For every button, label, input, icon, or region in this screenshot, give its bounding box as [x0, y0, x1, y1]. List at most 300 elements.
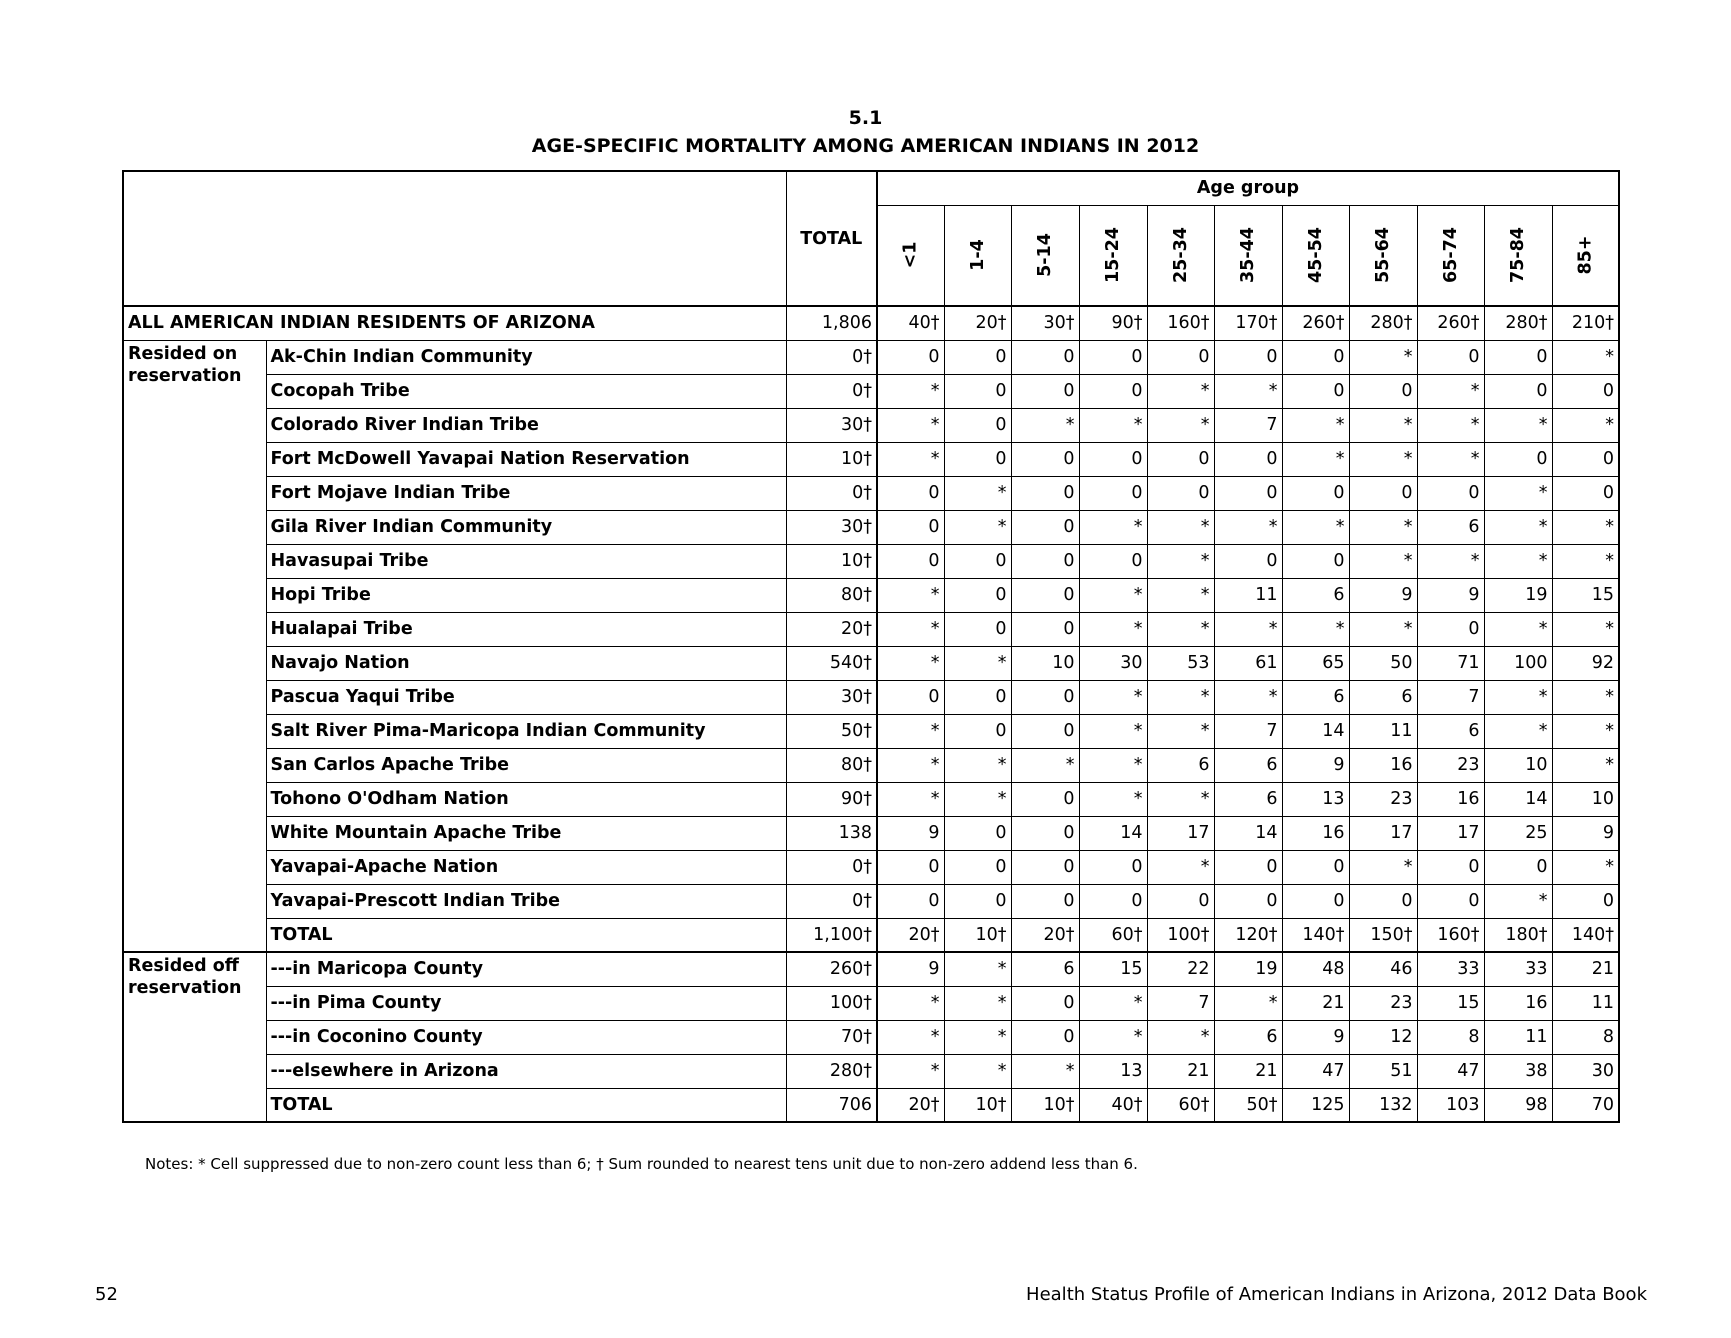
value-cell: * — [877, 1054, 944, 1088]
value-cell: 15 — [1552, 578, 1619, 612]
value-cell: * — [877, 1020, 944, 1054]
value-cell: 50 — [1349, 646, 1417, 680]
value-cell: 20† — [877, 918, 944, 952]
value-cell: 11 — [1552, 986, 1619, 1020]
value-cell: 47 — [1282, 1054, 1349, 1088]
value-cell: 170† — [1214, 306, 1282, 340]
value-cell: 0 — [1282, 374, 1349, 408]
value-cell: 6 — [1214, 748, 1282, 782]
value-cell: 10 — [1484, 748, 1552, 782]
value-cell: 0 — [944, 714, 1011, 748]
value-cell: * — [1282, 442, 1349, 476]
value-cell: 14 — [1282, 714, 1349, 748]
value-cell: * — [1417, 442, 1484, 476]
value-cell: 100† — [1147, 918, 1214, 952]
value-cell: 0 — [1011, 680, 1079, 714]
value-cell: * — [877, 782, 944, 816]
value-cell: 30 — [1079, 646, 1147, 680]
value-cell: 15 — [1417, 986, 1484, 1020]
value-cell: 280† — [1484, 306, 1552, 340]
value-cell: 9 — [1282, 1020, 1349, 1054]
value-cell: 50† — [1214, 1088, 1282, 1122]
total-cell: 0† — [786, 850, 877, 884]
value-cell: 11 — [1349, 714, 1417, 748]
table-row — [123, 646, 1619, 680]
value-cell: 20† — [1011, 918, 1079, 952]
value-cell: 98 — [1484, 1088, 1552, 1122]
row-label: Hopi Tribe — [266, 578, 786, 612]
header-age-10 — [1552, 205, 1619, 306]
header-age-3 — [1079, 205, 1147, 306]
value-cell: 7 — [1417, 680, 1484, 714]
value-cell: * — [1552, 714, 1619, 748]
value-cell: 0 — [944, 850, 1011, 884]
value-cell: * — [1349, 442, 1417, 476]
header-age-1 — [944, 205, 1011, 306]
table-row — [123, 340, 1619, 374]
all-residents-row — [123, 306, 1619, 340]
value-cell: * — [1079, 680, 1147, 714]
value-cell: 65 — [1282, 646, 1349, 680]
value-cell: 0 — [1079, 442, 1147, 476]
table-row — [123, 680, 1619, 714]
value-cell: 9 — [1417, 578, 1484, 612]
table-row — [123, 612, 1619, 646]
value-cell: * — [877, 748, 944, 782]
value-cell: * — [1214, 374, 1282, 408]
value-cell: * — [1417, 408, 1484, 442]
header-age-label: 25-34 — [1170, 227, 1191, 284]
header-age-label: 45-54 — [1305, 227, 1326, 284]
group-label: Resided off reservation — [123, 952, 266, 1122]
value-cell: 40† — [1079, 1088, 1147, 1122]
total-cell: 80† — [786, 578, 877, 612]
total-cell: 260† — [786, 952, 877, 986]
value-cell: 0 — [1214, 850, 1282, 884]
total-cell: 90† — [786, 782, 877, 816]
table-number: 5.1 — [848, 107, 883, 129]
header-total: TOTAL — [786, 171, 877, 306]
value-cell: 103 — [1417, 1088, 1484, 1122]
value-cell: 0 — [1552, 374, 1619, 408]
value-cell: * — [1079, 578, 1147, 612]
value-cell: 0 — [1011, 782, 1079, 816]
value-cell: 160† — [1417, 918, 1484, 952]
value-cell: 14 — [1079, 816, 1147, 850]
value-cell: 20† — [944, 306, 1011, 340]
value-cell: * — [1552, 850, 1619, 884]
row-label: TOTAL — [266, 918, 786, 952]
value-cell: 0 — [1011, 816, 1079, 850]
total-cell: 706 — [786, 1088, 877, 1122]
value-cell: * — [1349, 850, 1417, 884]
value-cell: 0 — [944, 680, 1011, 714]
value-cell: 0 — [944, 816, 1011, 850]
header-age-label: 75-84 — [1507, 227, 1528, 284]
value-cell: 0 — [1011, 544, 1079, 578]
value-cell: 9 — [1552, 816, 1619, 850]
total-cell: 30† — [786, 510, 877, 544]
value-cell: 0 — [944, 408, 1011, 442]
value-cell: 0 — [1214, 884, 1282, 918]
value-cell: * — [1079, 714, 1147, 748]
header-age-0 — [877, 205, 944, 306]
row-label: Yavapai-Prescott Indian Tribe — [266, 884, 786, 918]
value-cell: 10† — [944, 1088, 1011, 1122]
value-cell: * — [1147, 850, 1214, 884]
value-cell: 9 — [877, 816, 944, 850]
value-cell: 60† — [1079, 918, 1147, 952]
value-cell: 0 — [1011, 986, 1079, 1020]
table-row — [123, 544, 1619, 578]
value-cell: 260† — [1282, 306, 1349, 340]
value-cell: 140† — [1282, 918, 1349, 952]
table-row — [123, 952, 1619, 986]
value-cell: 6 — [1417, 510, 1484, 544]
value-cell: 46 — [1349, 952, 1417, 986]
value-cell: * — [1484, 510, 1552, 544]
row-label: White Mountain Apache Tribe — [266, 816, 786, 850]
value-cell: 47 — [1417, 1054, 1484, 1088]
header-age-label: 15-24 — [1102, 227, 1123, 284]
total-cell: 0† — [786, 374, 877, 408]
value-cell: 0 — [1079, 476, 1147, 510]
value-cell: 0 — [1282, 544, 1349, 578]
value-cell: 0 — [1214, 544, 1282, 578]
table-row — [123, 442, 1619, 476]
header-age-group: Age group — [877, 171, 1619, 205]
value-cell: * — [1282, 612, 1349, 646]
row-label: Pascua Yaqui Tribe — [266, 680, 786, 714]
value-cell: 33 — [1484, 952, 1552, 986]
value-cell: 120† — [1214, 918, 1282, 952]
mortality-table — [122, 170, 1620, 1123]
value-cell: 14 — [1214, 816, 1282, 850]
value-cell: 7 — [1147, 986, 1214, 1020]
value-cell: 30† — [1011, 306, 1079, 340]
value-cell: 0 — [1552, 884, 1619, 918]
total-cell: 1,806 — [786, 306, 877, 340]
value-cell: 132 — [1349, 1088, 1417, 1122]
value-cell: 0 — [1417, 884, 1484, 918]
table-row — [123, 748, 1619, 782]
table-notes: Notes: * Cell suppressed due to non-zero count less than 6; † Sum rounded to nearest tens unit due to non-zero addend less than 6. — [145, 1155, 1138, 1173]
value-cell: 180† — [1484, 918, 1552, 952]
group-total-row — [123, 1088, 1619, 1122]
value-cell: 10 — [1011, 646, 1079, 680]
value-cell: 0 — [1079, 374, 1147, 408]
table-row — [123, 714, 1619, 748]
value-cell: 6 — [1147, 748, 1214, 782]
value-cell: 0 — [1011, 884, 1079, 918]
value-cell: * — [1552, 612, 1619, 646]
value-cell: * — [1552, 408, 1619, 442]
value-cell: * — [1552, 340, 1619, 374]
value-cell: * — [1214, 612, 1282, 646]
value-cell: 100 — [1484, 646, 1552, 680]
header-age-5 — [1214, 205, 1282, 306]
value-cell: 0 — [1214, 340, 1282, 374]
value-cell: * — [877, 442, 944, 476]
table-row — [123, 850, 1619, 884]
value-cell: 0 — [944, 340, 1011, 374]
value-cell: 0 — [1147, 476, 1214, 510]
row-label: Hualapai Tribe — [266, 612, 786, 646]
value-cell: 10† — [944, 918, 1011, 952]
value-cell: * — [1147, 544, 1214, 578]
value-cell: * — [1349, 612, 1417, 646]
value-cell: 7 — [1214, 408, 1282, 442]
row-label: ---in Maricopa County — [266, 952, 786, 986]
row-label: Navajo Nation — [266, 646, 786, 680]
value-cell: 6 — [1282, 680, 1349, 714]
value-cell: 160† — [1147, 306, 1214, 340]
total-cell: 100† — [786, 986, 877, 1020]
row-label: Cocopah Tribe — [266, 374, 786, 408]
value-cell: * — [1147, 714, 1214, 748]
value-cell: * — [877, 408, 944, 442]
header-age-8 — [1417, 205, 1484, 306]
value-cell: 0 — [944, 612, 1011, 646]
value-cell: 16 — [1282, 816, 1349, 850]
value-cell: 0 — [1214, 476, 1282, 510]
value-cell: 61 — [1214, 646, 1282, 680]
value-cell: 71 — [1417, 646, 1484, 680]
value-cell: 0 — [944, 374, 1011, 408]
value-cell: 92 — [1552, 646, 1619, 680]
value-cell: * — [1349, 510, 1417, 544]
value-cell: 0 — [944, 544, 1011, 578]
value-cell: * — [1079, 510, 1147, 544]
value-cell: 9 — [877, 952, 944, 986]
header-age-6 — [1282, 205, 1349, 306]
value-cell: * — [944, 986, 1011, 1020]
value-cell: * — [1147, 408, 1214, 442]
value-cell: * — [1214, 680, 1282, 714]
value-cell: * — [1417, 374, 1484, 408]
value-cell: 0 — [1079, 340, 1147, 374]
value-cell: * — [1484, 476, 1552, 510]
value-cell: 125 — [1282, 1088, 1349, 1122]
table-row — [123, 816, 1619, 850]
value-cell: 0 — [1011, 1020, 1079, 1054]
value-cell: 150† — [1349, 918, 1417, 952]
table-row — [123, 408, 1619, 442]
value-cell: 0 — [1011, 850, 1079, 884]
value-cell: 40† — [877, 306, 944, 340]
value-cell: * — [1552, 510, 1619, 544]
value-cell: 21 — [1147, 1054, 1214, 1088]
value-cell: 16 — [1417, 782, 1484, 816]
value-cell: 0 — [1417, 612, 1484, 646]
value-cell: 0 — [1282, 850, 1349, 884]
header-age-label: 55-64 — [1372, 227, 1393, 284]
value-cell: * — [1079, 408, 1147, 442]
value-cell: 25 — [1484, 816, 1552, 850]
value-cell: * — [1349, 408, 1417, 442]
row-label: Yavapai-Apache Nation — [266, 850, 786, 884]
value-cell: * — [1011, 748, 1079, 782]
group-total-row — [123, 918, 1619, 952]
total-cell: 10† — [786, 442, 877, 476]
value-cell: 0 — [1011, 374, 1079, 408]
total-cell: 20† — [786, 612, 877, 646]
value-cell: * — [1079, 986, 1147, 1020]
value-cell: * — [944, 782, 1011, 816]
total-cell: 280† — [786, 1054, 877, 1088]
total-cell: 10† — [786, 544, 877, 578]
total-cell: 540† — [786, 646, 877, 680]
total-cell: 50† — [786, 714, 877, 748]
value-cell: 0 — [1011, 442, 1079, 476]
value-cell: 12 — [1349, 1020, 1417, 1054]
value-cell: * — [1079, 782, 1147, 816]
value-cell: * — [877, 646, 944, 680]
header-age-4 — [1147, 205, 1214, 306]
value-cell: * — [1484, 544, 1552, 578]
value-cell: * — [877, 612, 944, 646]
value-cell: 0 — [1282, 884, 1349, 918]
total-cell: 0† — [786, 340, 877, 374]
value-cell: * — [944, 510, 1011, 544]
value-cell: * — [877, 578, 944, 612]
value-cell: 7 — [1214, 714, 1282, 748]
value-cell: 10 — [1552, 782, 1619, 816]
value-cell: * — [1147, 578, 1214, 612]
row-label: Fort McDowell Yavapai Nation Reservation — [266, 442, 786, 476]
value-cell: 17 — [1147, 816, 1214, 850]
value-cell: 0 — [1011, 510, 1079, 544]
value-cell: * — [944, 1054, 1011, 1088]
value-cell: * — [1282, 408, 1349, 442]
value-cell: * — [877, 374, 944, 408]
value-cell: * — [877, 986, 944, 1020]
value-cell: 0 — [877, 680, 944, 714]
value-cell: * — [1011, 1054, 1079, 1088]
value-cell: 0 — [1011, 340, 1079, 374]
value-cell: 17 — [1417, 816, 1484, 850]
value-cell: 260† — [1417, 306, 1484, 340]
value-cell: 6 — [1214, 782, 1282, 816]
value-cell: 11 — [1214, 578, 1282, 612]
value-cell: 0 — [1349, 476, 1417, 510]
value-cell: 6 — [1417, 714, 1484, 748]
table-row — [123, 782, 1619, 816]
row-label: San Carlos Apache Tribe — [266, 748, 786, 782]
value-cell: * — [944, 476, 1011, 510]
total-cell: 138 — [786, 816, 877, 850]
table-row — [123, 578, 1619, 612]
value-cell: * — [1079, 1020, 1147, 1054]
row-label: ALL AMERICAN INDIAN RESIDENTS OF ARIZONA — [123, 306, 786, 340]
value-cell: * — [944, 646, 1011, 680]
table-row — [123, 1054, 1619, 1088]
value-cell: 0 — [1011, 612, 1079, 646]
table-row — [123, 884, 1619, 918]
value-cell: 21 — [1214, 1054, 1282, 1088]
value-cell: 38 — [1484, 1054, 1552, 1088]
value-cell: 0 — [1011, 476, 1079, 510]
header-blank — [123, 171, 786, 306]
value-cell: 210† — [1552, 306, 1619, 340]
value-cell: 21 — [1552, 952, 1619, 986]
value-cell: 0 — [1282, 340, 1349, 374]
value-cell: 19 — [1214, 952, 1282, 986]
page-number: 52 — [95, 1284, 118, 1305]
value-cell: 20† — [877, 1088, 944, 1122]
value-cell: 0 — [877, 340, 944, 374]
value-cell: * — [1147, 510, 1214, 544]
group-label: Resided on reservation — [123, 340, 266, 952]
value-cell: 48 — [1282, 952, 1349, 986]
row-label: Havasupai Tribe — [266, 544, 786, 578]
header-age-label: 5-14 — [1034, 233, 1055, 278]
value-cell: 0 — [944, 884, 1011, 918]
row-label: Fort Mojave Indian Tribe — [266, 476, 786, 510]
value-cell: 16 — [1484, 986, 1552, 1020]
value-cell: 0 — [1011, 714, 1079, 748]
header-age-9 — [1484, 205, 1552, 306]
value-cell: 53 — [1147, 646, 1214, 680]
row-label: Gila River Indian Community — [266, 510, 786, 544]
row-label: ---elsewhere in Arizona — [266, 1054, 786, 1088]
header-age-label: <1 — [900, 241, 921, 269]
value-cell: 10† — [1011, 1088, 1079, 1122]
header-age-2 — [1011, 205, 1079, 306]
total-cell: 1,100† — [786, 918, 877, 952]
value-cell: * — [1147, 374, 1214, 408]
total-cell: 30† — [786, 680, 877, 714]
row-label: Tohono O'Odham Nation — [266, 782, 786, 816]
header-age-label: 65-74 — [1440, 227, 1461, 284]
value-cell: * — [1484, 408, 1552, 442]
value-cell: * — [1552, 748, 1619, 782]
value-cell: 9 — [1349, 578, 1417, 612]
value-cell: 0 — [1282, 476, 1349, 510]
value-cell: 0 — [944, 578, 1011, 612]
value-cell: 0 — [1147, 884, 1214, 918]
value-cell: 0 — [1417, 476, 1484, 510]
value-cell: 8 — [1417, 1020, 1484, 1054]
header-age-label: 1-4 — [967, 239, 988, 272]
table-row — [123, 1020, 1619, 1054]
row-label: ---in Coconino County — [266, 1020, 786, 1054]
value-cell: * — [1417, 544, 1484, 578]
value-cell: 0 — [877, 884, 944, 918]
value-cell: 280† — [1349, 306, 1417, 340]
footer-publication: Health Status Profile of American Indians in Arizona, 2012 Data Book — [1026, 1284, 1647, 1305]
row-label: ---in Pima County — [266, 986, 786, 1020]
total-cell: 0† — [786, 884, 877, 918]
value-cell: 60† — [1147, 1088, 1214, 1122]
table-row — [123, 510, 1619, 544]
value-cell: 21 — [1282, 986, 1349, 1020]
value-cell: 0 — [877, 476, 944, 510]
value-cell: 15 — [1079, 952, 1147, 986]
total-cell: 70† — [786, 1020, 877, 1054]
row-label: Ak-Chin Indian Community — [266, 340, 786, 374]
row-label: Colorado River Indian Tribe — [266, 408, 786, 442]
value-cell: 51 — [1349, 1054, 1417, 1088]
value-cell: * — [1349, 544, 1417, 578]
value-cell: * — [1079, 612, 1147, 646]
value-cell: 8 — [1552, 1020, 1619, 1054]
value-cell: * — [1282, 510, 1349, 544]
value-cell: * — [1214, 510, 1282, 544]
value-cell: * — [1552, 680, 1619, 714]
value-cell: 0 — [944, 442, 1011, 476]
total-cell: 0† — [786, 476, 877, 510]
